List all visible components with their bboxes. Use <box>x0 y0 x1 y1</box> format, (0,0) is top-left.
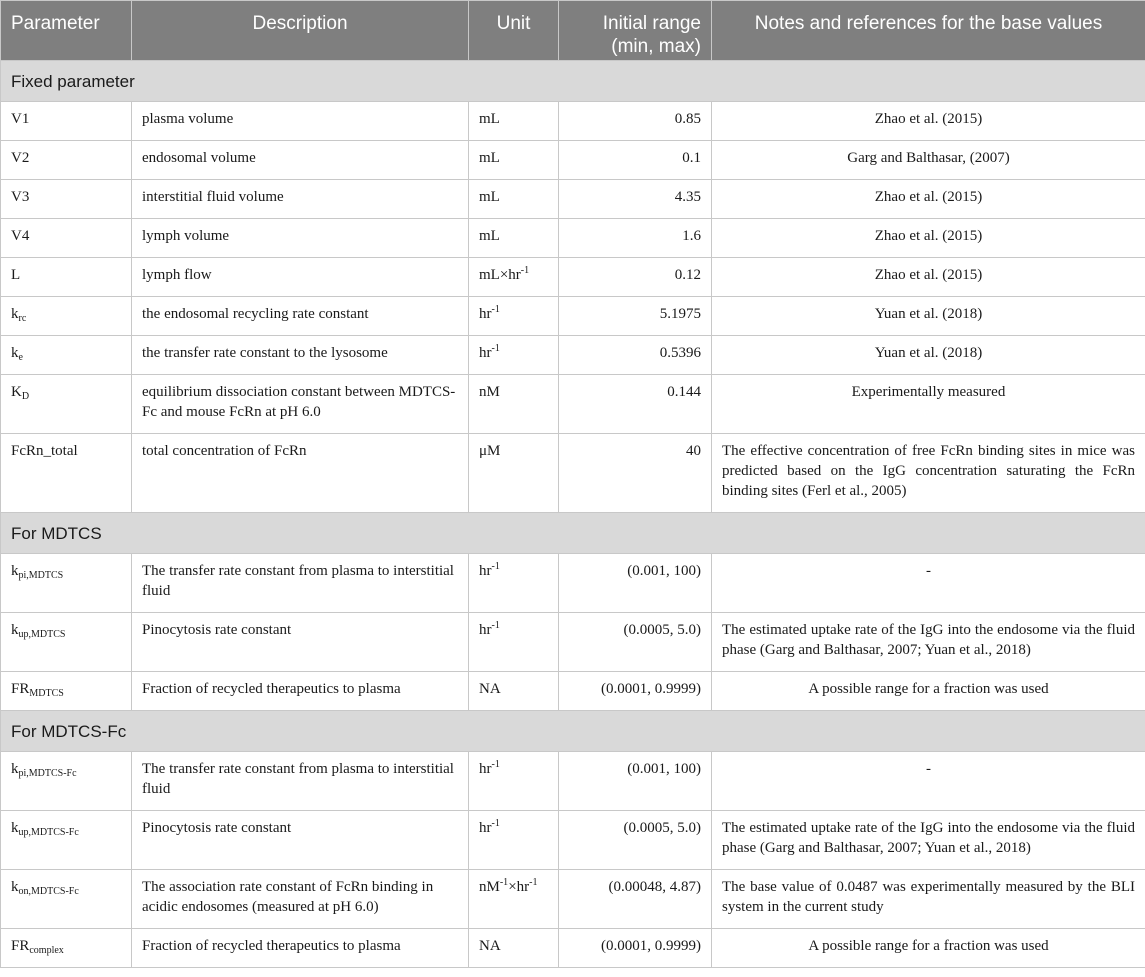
table-row <box>1 258 1145 297</box>
param-subscript: pi,MDTCS <box>18 570 64 581</box>
section-title: Fixed parameter <box>1 61 1145 102</box>
unit-text: nM <box>479 384 500 400</box>
range-cell: (0.0001, 0.9999) <box>559 929 712 968</box>
unit-cell <box>469 870 559 929</box>
param-symbol: L <box>11 267 21 283</box>
unit-text: hr <box>479 622 492 638</box>
description-cell: The transfer rate constant from plasma to interstitial fluid <box>132 554 469 613</box>
unit-text: hr <box>479 345 492 361</box>
range-cell: 0.12 <box>559 258 712 297</box>
range-cell: (0.00048, 4.87) <box>559 870 712 929</box>
unit-text: mL <box>479 150 500 166</box>
param-symbol: k <box>11 622 19 638</box>
unit-text: hr <box>479 820 492 836</box>
param-cell <box>1 434 132 513</box>
header-row <box>1 1 1145 61</box>
range-cell: (0.0005, 5.0) <box>559 811 712 870</box>
param-cell <box>1 554 132 613</box>
param-cell <box>1 336 132 375</box>
range-cell: (0.0001, 0.9999) <box>559 672 712 711</box>
notes-cell: - <box>712 554 1145 613</box>
unit-superscript: -1 <box>491 759 500 770</box>
header-unit: Unit <box>469 1 559 61</box>
description-cell: the endosomal recycling rate constant <box>132 297 469 336</box>
unit-superscript: -1 <box>491 620 500 631</box>
unit-cell <box>469 811 559 870</box>
section-row <box>1 711 1145 752</box>
param-cell <box>1 102 132 141</box>
unit-text: mL <box>479 228 500 244</box>
unit-superscript: -1 <box>499 877 509 888</box>
unit-text: μM <box>479 443 501 459</box>
unit-cell <box>469 297 559 336</box>
param-cell <box>1 870 132 929</box>
range-cell: 40 <box>559 434 712 513</box>
param-symbol: k <box>11 879 19 895</box>
param-cell <box>1 672 132 711</box>
notes-cell: A possible range for a fraction was used <box>712 672 1145 711</box>
notes-cell: Zhao et al. (2015) <box>712 258 1145 297</box>
unit-cell <box>469 672 559 711</box>
notes-cell: Zhao et al. (2015) <box>712 180 1145 219</box>
param-symbol: V3 <box>11 189 30 205</box>
range-cell: 0.144 <box>559 375 712 434</box>
unit-text: hr <box>479 761 492 777</box>
unit-cell <box>469 102 559 141</box>
param-cell <box>1 141 132 180</box>
table-row <box>1 219 1145 258</box>
param-symbol: V1 <box>11 111 30 127</box>
description-cell: Pinocytosis rate constant <box>132 811 469 870</box>
description-cell: Fraction of recycled therapeutics to plasma <box>132 672 469 711</box>
param-cell <box>1 752 132 811</box>
table-row <box>1 811 1145 870</box>
unit-cell <box>469 554 559 613</box>
range-cell: 4.35 <box>559 180 712 219</box>
description-cell: total concentration of FcRn <box>132 434 469 513</box>
unit-text: mL <box>479 111 500 127</box>
param-symbol: k <box>11 345 19 361</box>
header-description: Description <box>132 1 469 61</box>
unit-cell <box>469 375 559 434</box>
range-cell: 0.5396 <box>559 336 712 375</box>
unit-text: NA <box>479 938 501 954</box>
range-cell: (0.0005, 5.0) <box>559 613 712 672</box>
notes-cell: Zhao et al. (2015) <box>712 102 1145 141</box>
notes-cell: Yuan et al. (2018) <box>712 297 1145 336</box>
param-cell <box>1 613 132 672</box>
param-subscript: D <box>21 391 30 402</box>
param-cell <box>1 375 132 434</box>
section-title: For MDTCS <box>1 513 1145 554</box>
description-cell: plasma volume <box>132 102 469 141</box>
param-cell <box>1 297 132 336</box>
unit-cell <box>469 258 559 297</box>
unit-text: hr <box>479 563 492 579</box>
param-subscript: on,MDTCS-Fc <box>18 886 79 897</box>
notes-cell: A possible range for a fraction was used <box>712 929 1145 968</box>
param-subscript: up,MDTCS-Fc <box>18 827 79 838</box>
unit-text: mL <box>479 189 500 205</box>
param-cell <box>1 219 132 258</box>
table-row <box>1 297 1145 336</box>
table-row <box>1 434 1145 513</box>
description-cell: lymph volume <box>132 219 469 258</box>
unit-superscript: -1 <box>491 561 500 572</box>
param-symbol: k <box>11 306 19 322</box>
header-parameter: Parameter <box>1 1 132 61</box>
param-cell <box>1 180 132 219</box>
unit-text: nM <box>479 879 500 895</box>
param-symbol: FR <box>11 681 30 697</box>
param-symbol: K <box>11 384 22 400</box>
table-row <box>1 672 1145 711</box>
section-row <box>1 513 1145 554</box>
param-subscript: e <box>18 352 23 363</box>
unit-superscript: -1 <box>491 818 500 829</box>
table-row <box>1 336 1145 375</box>
param-cell <box>1 258 132 297</box>
unit-superscript: -1 <box>491 343 500 354</box>
table-row <box>1 141 1145 180</box>
description-cell: interstitial fluid volume <box>132 180 469 219</box>
unit-cell <box>469 141 559 180</box>
unit-cell <box>469 434 559 513</box>
unit-cell <box>469 929 559 968</box>
unit-text: ×hr <box>508 879 530 895</box>
param-symbol: FcRn_total <box>11 443 78 459</box>
notes-cell: The base value of 0.0487 was experimentally measured by the BLI system in the current study <box>712 870 1145 929</box>
notes-cell: Yuan et al. (2018) <box>712 336 1145 375</box>
param-subscript: MDTCS <box>29 688 64 699</box>
notes-cell: - <box>712 752 1145 811</box>
range-cell: 1.6 <box>559 219 712 258</box>
unit-superscript: -1 <box>520 265 530 276</box>
table-row <box>1 929 1145 968</box>
unit-superscript: -1 <box>491 304 500 315</box>
range-cell: 0.85 <box>559 102 712 141</box>
unit-text: hr <box>479 306 492 322</box>
param-symbol: V4 <box>11 228 30 244</box>
param-subscript: complex <box>29 945 64 956</box>
description-cell: the transfer rate constant to the lysosome <box>132 336 469 375</box>
param-symbol: V2 <box>11 150 30 166</box>
section-row <box>1 61 1145 102</box>
unit-cell <box>469 752 559 811</box>
description-cell: Fraction of recycled therapeutics to plasma <box>132 929 469 968</box>
param-cell <box>1 929 132 968</box>
param-symbol: k <box>11 761 19 777</box>
unit-superscript: -1 <box>529 877 538 888</box>
unit-cell <box>469 613 559 672</box>
description-cell: endosomal volume <box>132 141 469 180</box>
param-symbol: FR <box>11 938 30 954</box>
description-cell: lymph flow <box>132 258 469 297</box>
notes-cell: The effective concentration of free FcRn binding sites in mice was predicted based on the IgG concentration saturating the FcRn binding sites (Ferl et al., 2005) <box>712 434 1145 513</box>
param-symbol: k <box>11 563 19 579</box>
table-row <box>1 180 1145 219</box>
description-cell: equilibrium dissociation constant between MDTCS-Fc and mouse FcRn at pH 6.0 <box>132 375 469 434</box>
notes-cell: Garg and Balthasar, (2007) <box>712 141 1145 180</box>
notes-cell: Zhao et al. (2015) <box>712 219 1145 258</box>
description-cell: Pinocytosis rate constant <box>132 613 469 672</box>
table-row <box>1 554 1145 613</box>
param-subscript: up,MDTCS <box>18 629 66 640</box>
param-cell <box>1 811 132 870</box>
range-cell: (0.001, 100) <box>559 752 712 811</box>
range-cell: 5.1975 <box>559 297 712 336</box>
table-row <box>1 752 1145 811</box>
unit-cell <box>469 336 559 375</box>
section-title: For MDTCS-Fc <box>1 711 1145 752</box>
notes-cell: Experimentally measured <box>712 375 1145 434</box>
header-notes: Notes and references for the base values <box>712 1 1145 61</box>
unit-cell <box>469 180 559 219</box>
param-subscript: rc <box>18 313 27 324</box>
range-cell: (0.001, 100) <box>559 554 712 613</box>
param-symbol: k <box>11 820 19 836</box>
description-cell: The transfer rate constant from plasma to interstitial fluid <box>132 752 469 811</box>
description-cell: The association rate constant of FcRn binding in acidic endosomes (measured at pH 6.0) <box>132 870 469 929</box>
range-cell: 0.1 <box>559 141 712 180</box>
table-row <box>1 102 1145 141</box>
table-row <box>1 613 1145 672</box>
unit-text: mL×hr <box>479 267 521 283</box>
table-row <box>1 375 1145 434</box>
unit-cell <box>469 219 559 258</box>
table-row <box>1 870 1145 929</box>
header-initial-range: Initial range (min, max) <box>559 1 712 61</box>
param-subscript: pi,MDTCS-Fc <box>18 768 77 779</box>
unit-text: NA <box>479 681 501 697</box>
notes-cell: The estimated uptake rate of the IgG into the endosome via the fluid phase (Garg and Balthasar, 2007; Yuan et al., 2018) <box>712 613 1145 672</box>
notes-cell: The estimated uptake rate of the IgG into the endosome via the fluid phase (Garg and Balthasar, 2007; Yuan et al., 2018) <box>712 811 1145 870</box>
